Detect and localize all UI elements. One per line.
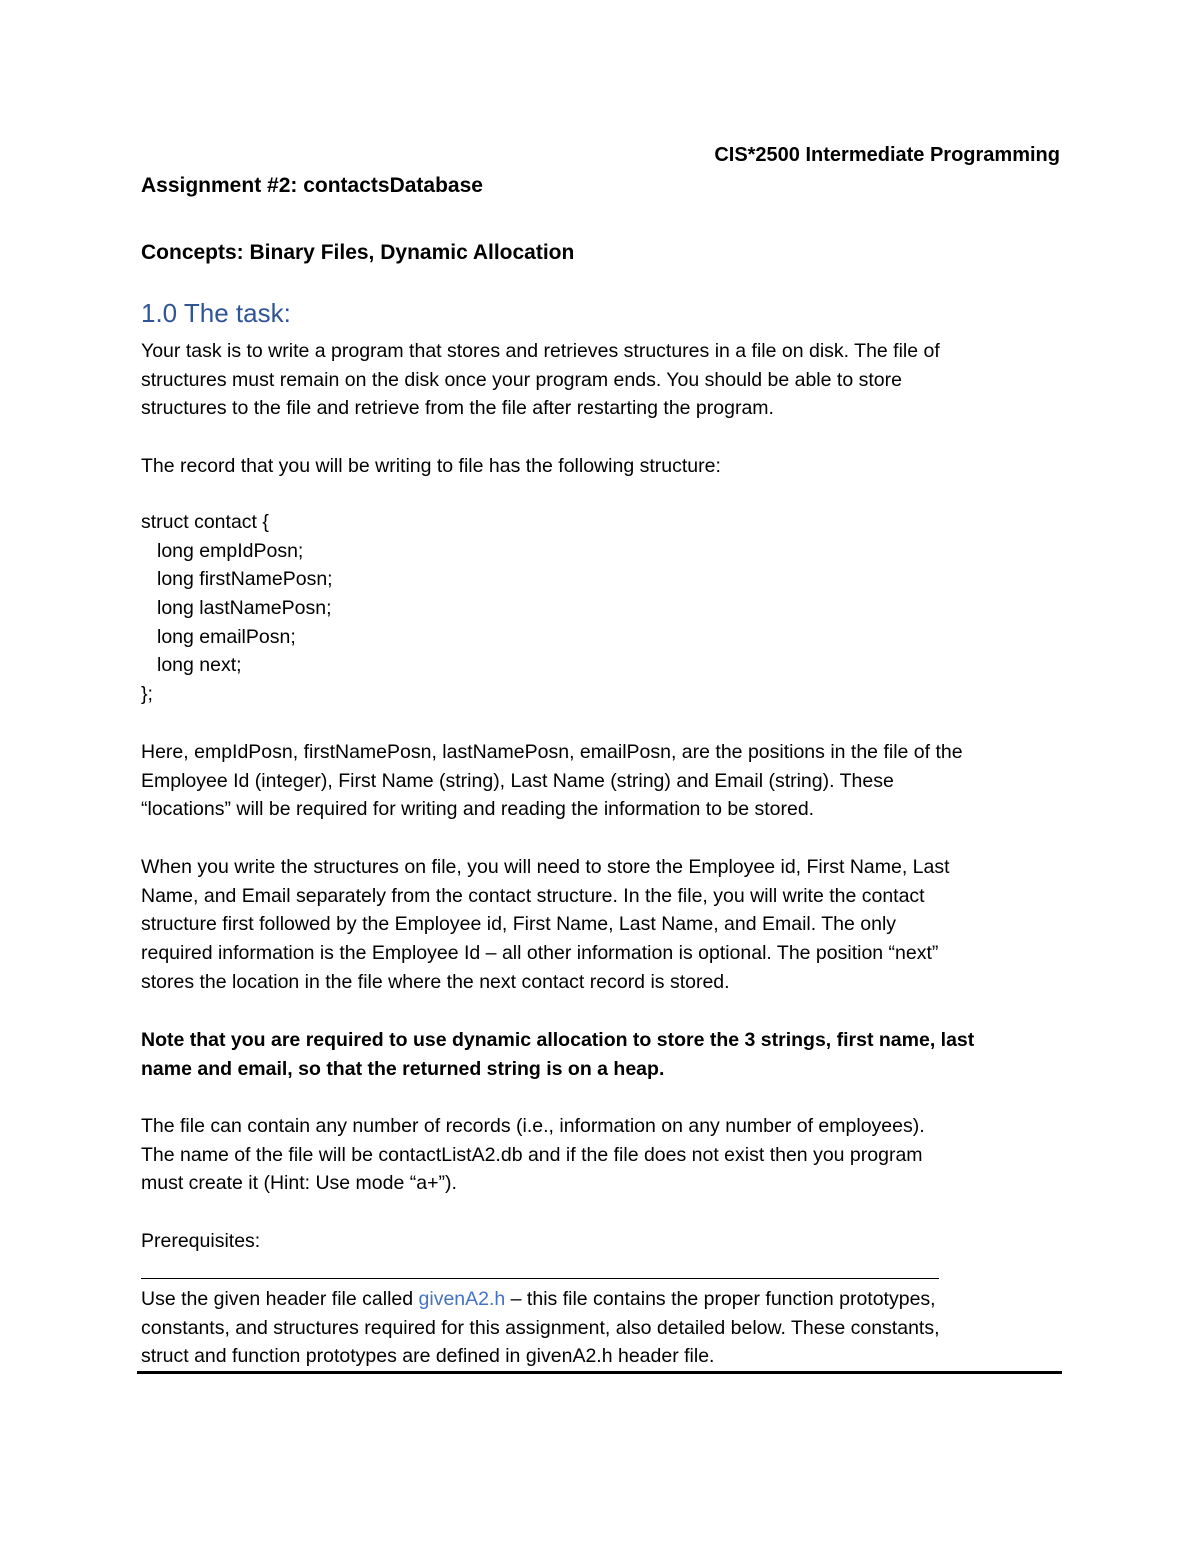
section-heading: 1.0 The task: bbox=[141, 298, 291, 328]
struct-code-block bbox=[141, 508, 1061, 709]
code-line: long firstNamePosn; bbox=[157, 568, 333, 591]
when-paragraph bbox=[141, 853, 1061, 996]
givenA2-link[interactable]: givenA2.h bbox=[418, 1288, 506, 1310]
prerequisites-paragraph bbox=[141, 1285, 1061, 1371]
prerequisites-label bbox=[141, 1227, 1061, 1256]
divider-thick bbox=[137, 1371, 1062, 1374]
file-line: The file can contain any number of records (i.e., information on any number of employees). bbox=[141, 1115, 925, 1137]
divider-thin bbox=[141, 1278, 939, 1279]
code-line: }; bbox=[141, 683, 153, 706]
concepts-line: Concepts: Binary Files, Dynamic Allocation bbox=[141, 241, 575, 264]
note-line: Note that you are required to use dynamic allocation to store the 3 strings, first name, last bbox=[141, 1029, 975, 1051]
code-line: long emailPosn; bbox=[157, 625, 296, 648]
when-line: When you write the structures on file, you will need to store the Employee id, First Name, Last bbox=[141, 856, 950, 878]
code-line: struct contact { bbox=[141, 511, 269, 533]
here-paragraph bbox=[141, 738, 1061, 824]
code-line: long empIdPosn; bbox=[157, 539, 304, 562]
course-header: CIS*2500 Intermediate Programming bbox=[714, 144, 1060, 166]
task-line: structures to the file and retrieve from the file after restarting the program. bbox=[141, 397, 774, 420]
code-line: long lastNamePosn; bbox=[157, 597, 332, 620]
file-paragraph bbox=[141, 1112, 1061, 1198]
when-line: structure first followed by the Employee id, First Name, Last Name, and Email. The only bbox=[141, 913, 897, 936]
record-intro-line: The record that you will be writing to file has the following structure: bbox=[141, 455, 721, 477]
when-line: Name, and Email separately from the contact structure. In the file, you will write the contact bbox=[141, 884, 925, 907]
prereq-text: Use the given header file called bbox=[141, 1288, 419, 1310]
task-line: Your task is to write a program that stores and retrieves structures in a file on disk. The file of bbox=[141, 340, 940, 362]
prerequisites-label-text: Prerequisites: bbox=[141, 1230, 261, 1252]
when-line: stores the location in the file where the next contact record is stored. bbox=[141, 970, 730, 993]
prereq-line: struct and function prototypes are defined in givenA2.h header file. bbox=[141, 1345, 715, 1368]
note-paragraph bbox=[141, 1026, 1061, 1083]
record-intro-paragraph bbox=[141, 452, 1061, 481]
task-line: structures must remain on the disk once your program ends. You should be able to store bbox=[141, 368, 902, 391]
prereq-text: – this file contains the proper function prototypes, bbox=[505, 1288, 936, 1310]
note-line: name and email, so that the returned string is on a heap. bbox=[141, 1057, 665, 1080]
prereq-line: constants, and structures required for this assignment, also detailed below. These constants, bbox=[141, 1316, 940, 1339]
file-line: must create it (Hint: Use mode “a+”). bbox=[141, 1172, 457, 1195]
when-line: required information is the Employee Id – all other information is optional. The position “next” bbox=[141, 942, 939, 965]
task-paragraph bbox=[141, 337, 1061, 423]
here-line: Here, empIdPosn, firstNamePosn, lastNamePosn, emailPosn, are the positions in the file of the bbox=[141, 741, 963, 763]
file-line: The name of the file will be contactListA2.db and if the file does not exist then you program bbox=[141, 1143, 923, 1166]
assignment-title: Assignment #2: contactsDatabase bbox=[141, 174, 483, 197]
code-line: long next; bbox=[157, 654, 242, 677]
here-line: “locations” will be required for writing and reading the information to be stored. bbox=[141, 798, 815, 821]
here-line: Employee Id (integer), First Name (string), Last Name (string) and Email (string). These bbox=[141, 769, 894, 792]
prereq-line bbox=[141, 1285, 1061, 1314]
